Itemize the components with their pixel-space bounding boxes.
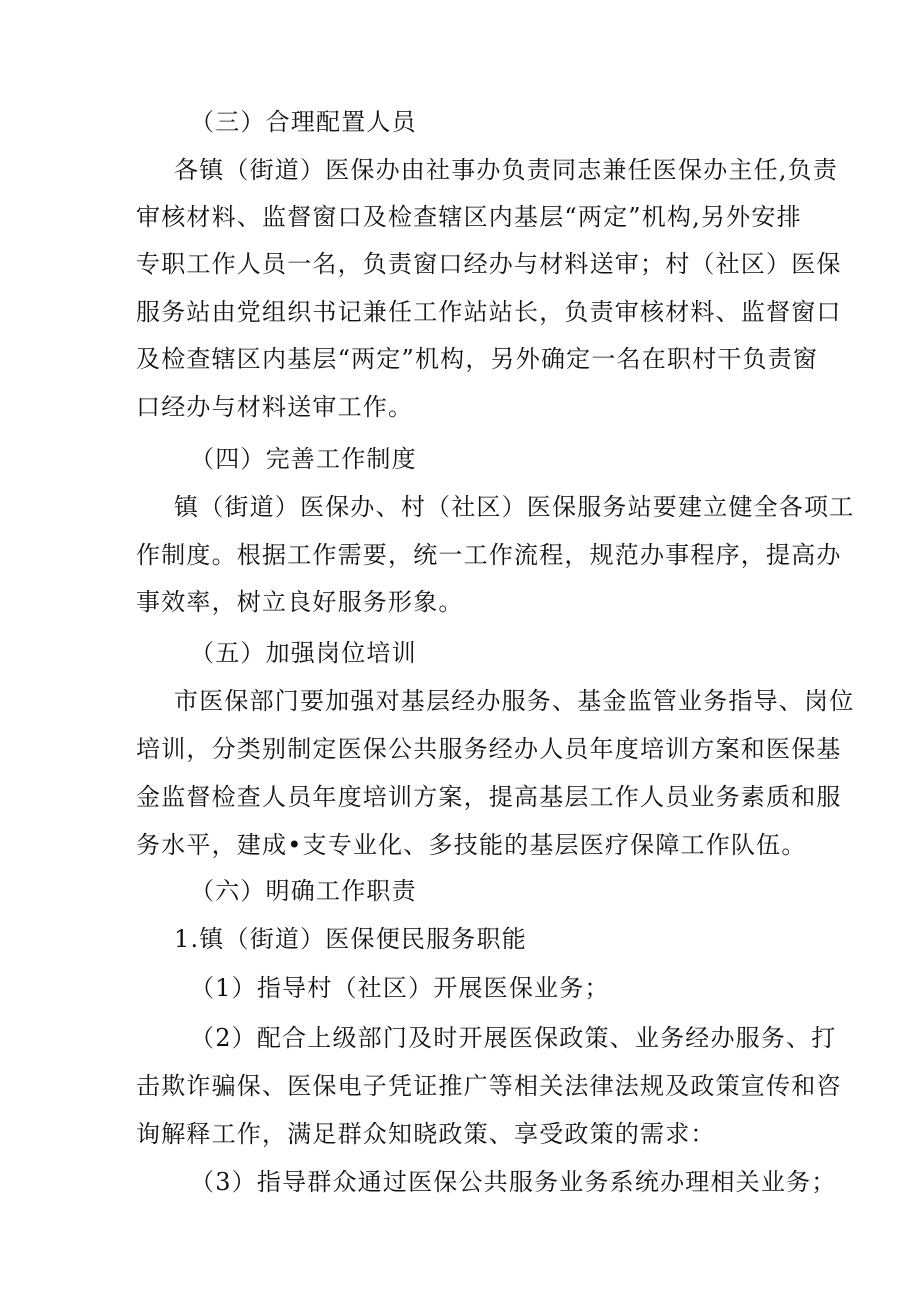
paragraph-line: 击欺诈骗保、医保电子凭证推广等相关法律法规及政策宣传和咨 [136,1072,842,1100]
paragraph-line: 询解释工作，满足群众知晓政策、享受政策的需求： [136,1120,716,1148]
paragraph-line: 培训，分类别制定医保公共服务经办人员年度培训方案和医保基 [136,735,842,763]
paragraph-line: 审核材料、监督窗口及检查辖区内基层“两定”机构,另外安排 [136,203,802,231]
numbered-item: 1.镇（街道）医保便民服务职能 [174,925,527,953]
paragraph-line: 金监督检查人员年度培训方案，提高基层工作人员业务素质和服 [136,783,842,811]
paragraph-line: 及检查辖区内基层“两定”机构，另外确定一名在职村干负责窗 [136,345,819,373]
paragraph-line: 事效率，树立良好服务形象。 [136,588,464,616]
list-item: （1）指导村（社区）开展医保业务； [190,974,610,1002]
paragraph-line: 市医保部门要加强对基层经办服务、基金监管业务指导、岗位 [174,687,855,715]
paragraph-line: 镇（街道）医保办、村（社区）医保服务站要建立健全各项工 [174,493,855,521]
paragraph-line: 服务站由党组织书记兼任工作站站长，负责审核材料、监督窗口 [136,298,842,326]
list-item: （3）指导群众通过医保公共服务业务系统办理相关业务； [190,1168,837,1196]
list-item: （2）配合上级部门及时开展医保政策、业务经办服务、打 [190,1024,837,1052]
section-heading-6: （六）明确工作职责 [190,877,417,905]
paragraph-line: 口经办与材料送审工作。 [136,393,414,421]
section-heading-4: （四）完善工作制度 [190,445,417,473]
section-heading-3: （三）合理配置人员 [190,108,417,136]
paragraph-line: 专职工作人员一名，负责窗口经办与材料送审；村（社区）医保 [136,250,842,278]
paragraph-line: 务水平，建成•支专业化、多技能的基层医疗保障工作队伍。 [136,831,807,859]
paragraph-line: 作制度。根据工作需要，统一工作流程，规范办事程序，提高办 [136,541,842,569]
paragraph-line: 各镇（街道）医保办由社事办负责同志兼任医保办主任,负责 [174,156,839,184]
section-heading-5: （五）加强岗位培训 [190,639,417,667]
